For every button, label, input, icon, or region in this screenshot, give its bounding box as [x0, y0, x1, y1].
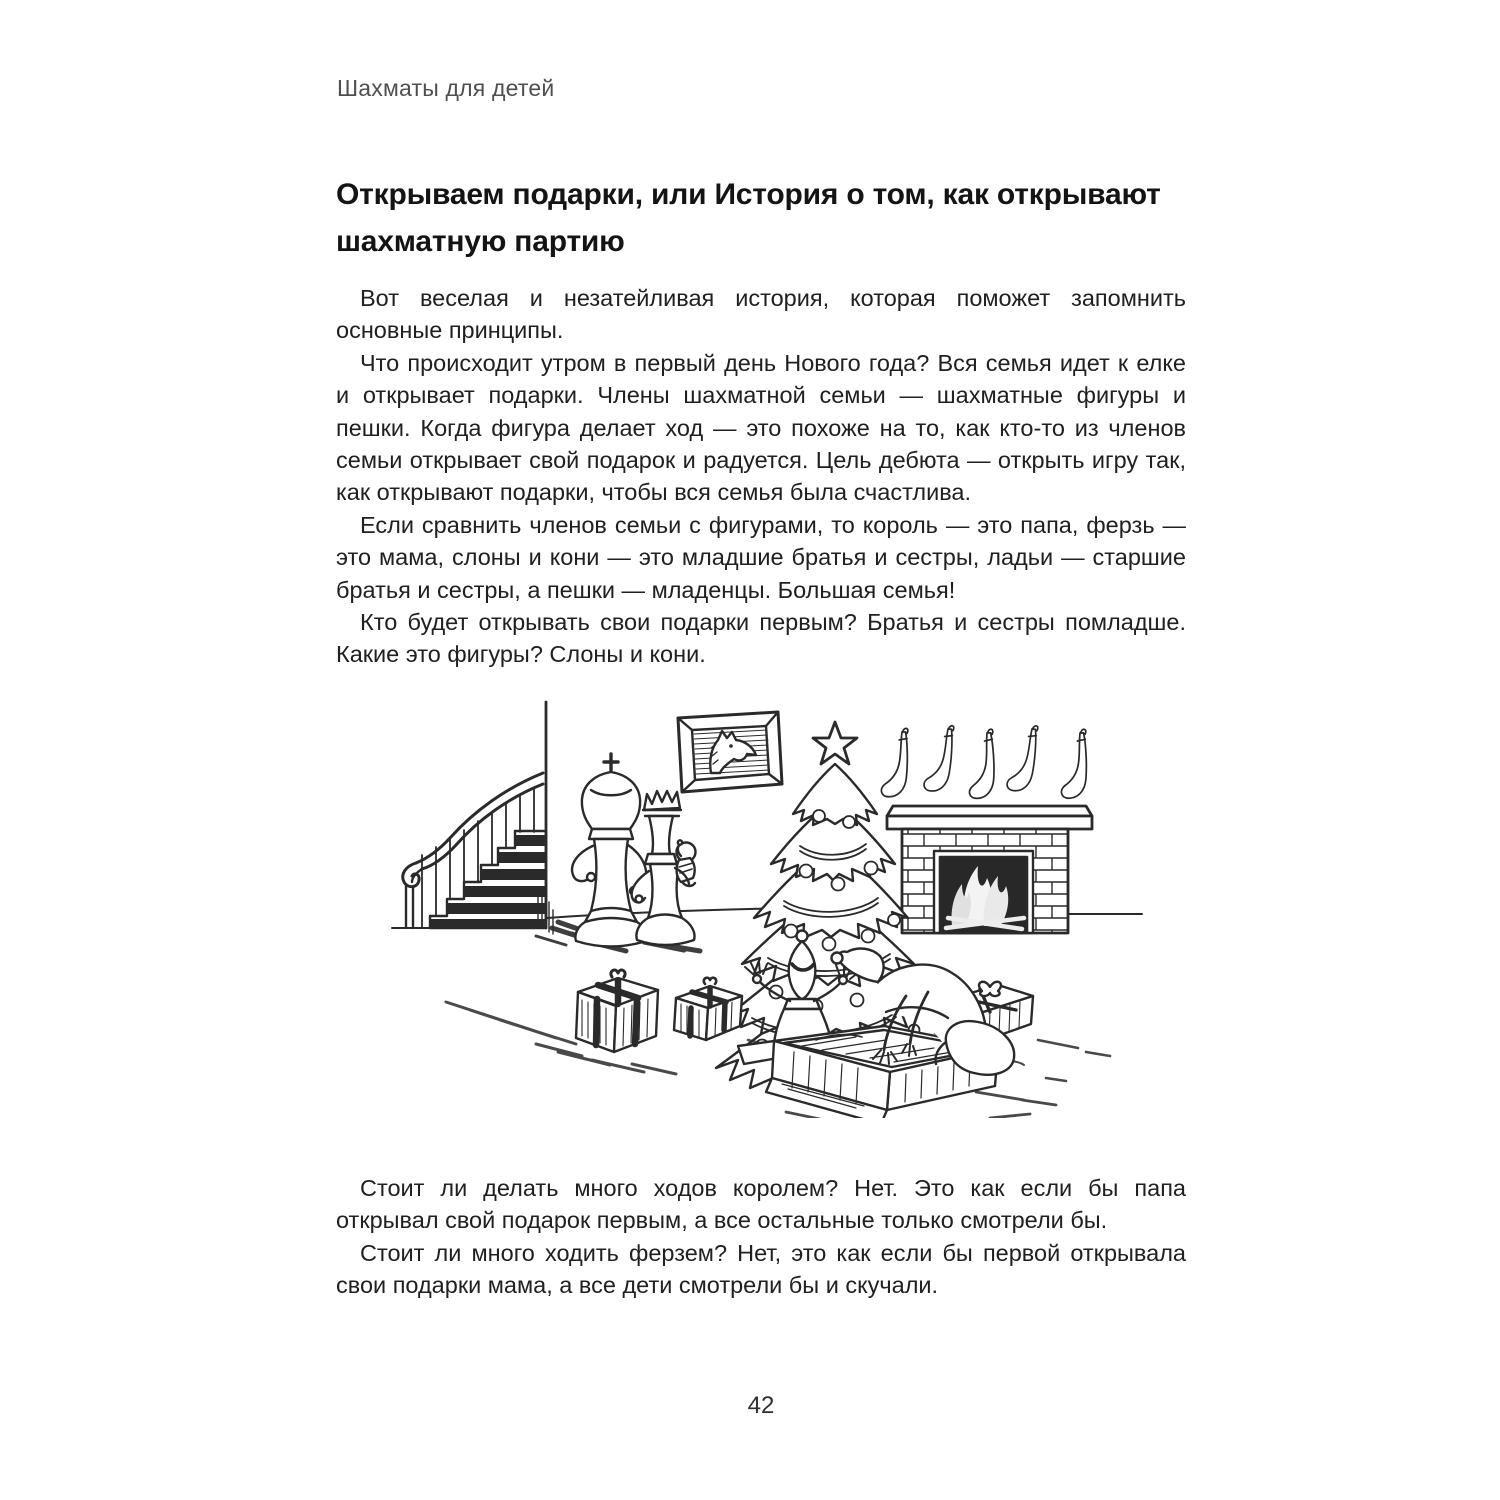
tree-star	[813, 722, 857, 764]
king-piece	[572, 754, 647, 947]
knight-picture	[678, 712, 782, 792]
paragraph: Вот веселая и незатейливая история, которая поможет запомнить основные принципы.	[336, 285, 1186, 344]
paragraph: Что происходит утром в первый день Нового года? Вся семья идет к елке и открывает подарки. Члены шахматной семьи — шахматные фигуры и пешки. Когда фигура делает ход — это похоже на то, как кто-то из членов семьи открывает свой подарок и радуется. Цель дебюта — открыть игру так, как открывают подарки, чтобы вся семья была счастлива.	[336, 349, 1186, 506]
body-text-top	[336, 282, 1186, 671]
paragraph: Кто будет открывать свои подарки первым? Братья и сестры помладше. Какие это фигуры? Слоны и кони.	[336, 609, 1186, 668]
page-title: Открываем подарки, или История о том, как открывают шахматную партию	[336, 178, 1161, 258]
fireplace	[887, 806, 1092, 933]
page-number: 42	[747, 1392, 775, 1419]
paragraph: Если сравнить членов семьи с фигурами, то король — это папа, ферзь — это мама, слоны и кони — это младшие братья и сестры, ладьи — старшие братья и сестры, а пешки — младенцы. Большая семья!	[336, 511, 1186, 603]
baby-pawn	[675, 840, 696, 886]
paragraph: Стоит ли делать много ходов королем? Нет. Это как если бы папа открывал свой подарок первым, а все остальные только смотрели бы.	[336, 1175, 1186, 1234]
paragraph: Стоит ли много ходить ферзем? Нет, это как если бы первой открывала свои подарки мама, а все дети смотрели бы и скучали.	[336, 1239, 1186, 1299]
body-text-bottom	[336, 1172, 1186, 1302]
illustration-chess-family-christmas	[386, 696, 1146, 1118]
staircase	[403, 773, 553, 934]
running-head: Шахматы для детей	[337, 75, 555, 101]
stockings	[881, 724, 1088, 799]
